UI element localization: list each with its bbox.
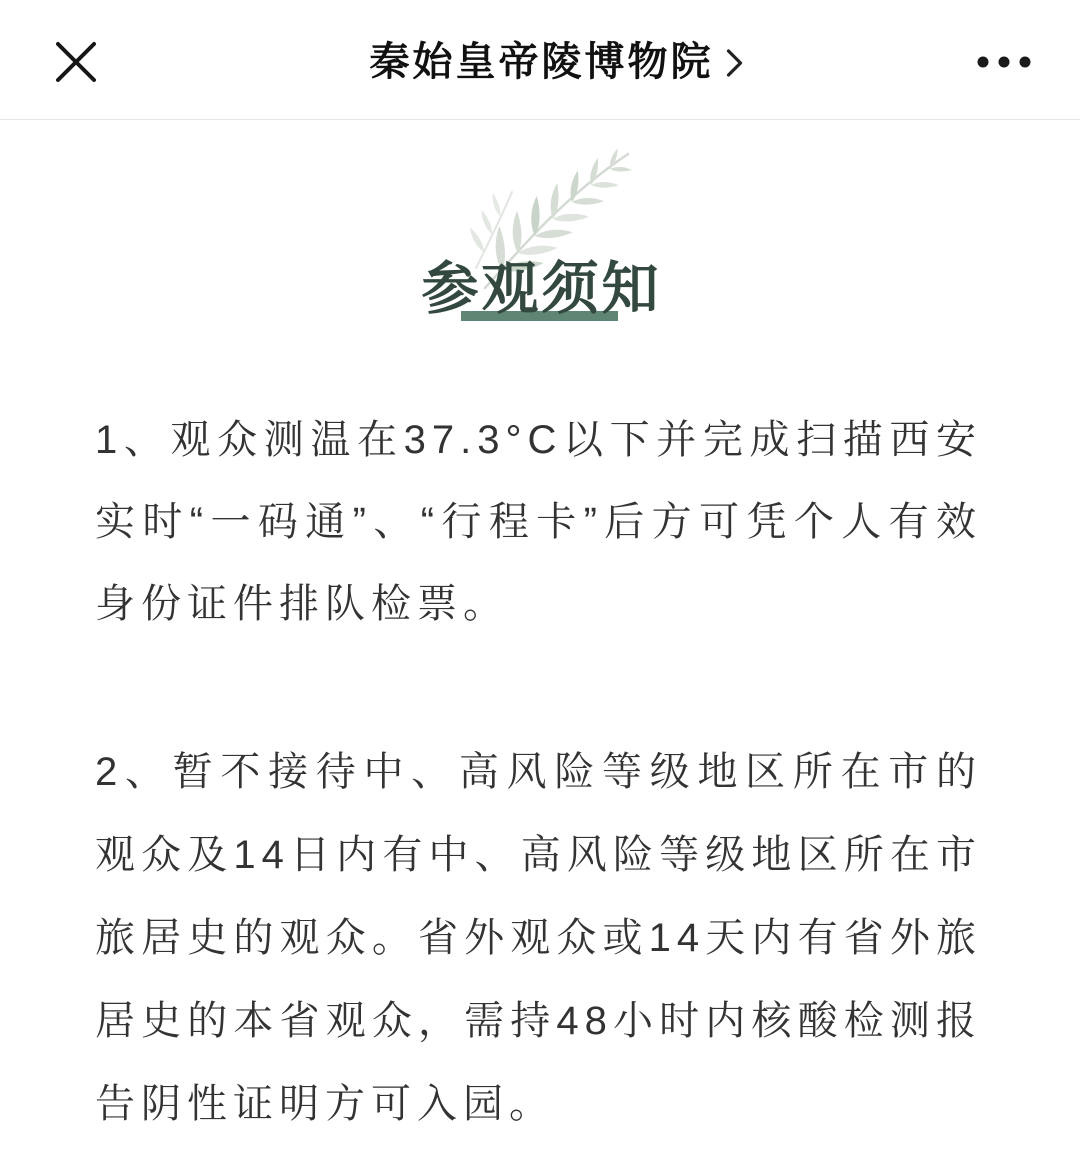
paragraph-line: 2、暂不接待中、高风险等级地区所在市的 [95, 750, 982, 794]
paragraph-line: 旅居史的观众。省外观众或14天内有省外旅 [95, 916, 982, 960]
leaflet [591, 181, 619, 188]
leaflet [468, 226, 486, 253]
paragraph-2 [95, 731, 982, 1146]
close-button[interactable] [40, 26, 112, 98]
paragraph-1 [95, 399, 982, 645]
close-icon [55, 41, 97, 83]
leaflet [549, 183, 561, 220]
account-name: 秦始皇帝陵博物院 [369, 40, 714, 84]
top-bar [0, 0, 1080, 120]
leaflet [490, 192, 501, 216]
chevron-right-icon [726, 48, 744, 78]
paragraph-line: 观众及14日内有中、高风险等级地区所在市 [95, 833, 982, 877]
paragraph-line: 身份证件排队检票。 [95, 582, 509, 626]
account-title-link[interactable] [367, 32, 714, 92]
leaflet [568, 170, 581, 203]
leaflet [572, 198, 604, 205]
paragraph-line: 1、观众测温在37.3°C以下并完成扫描西安 [95, 418, 982, 462]
paragraph-line: 实时“一码通”、“行程卡”后方可凭个人有效 [95, 500, 982, 544]
article-heading: 参观须知 [421, 257, 662, 322]
leaflet [610, 166, 632, 172]
leaflet [513, 211, 522, 253]
more-button[interactable] [962, 30, 1046, 94]
paragraph-line: 居史的本省观众，需持48小时内核酸检测报 [95, 999, 982, 1043]
leaflet [553, 213, 589, 222]
leaflet [479, 209, 494, 235]
leaflet [535, 229, 573, 240]
more-icon [974, 52, 1034, 72]
paragraph-line: 告阴性证明方可入园。 [95, 1082, 555, 1126]
